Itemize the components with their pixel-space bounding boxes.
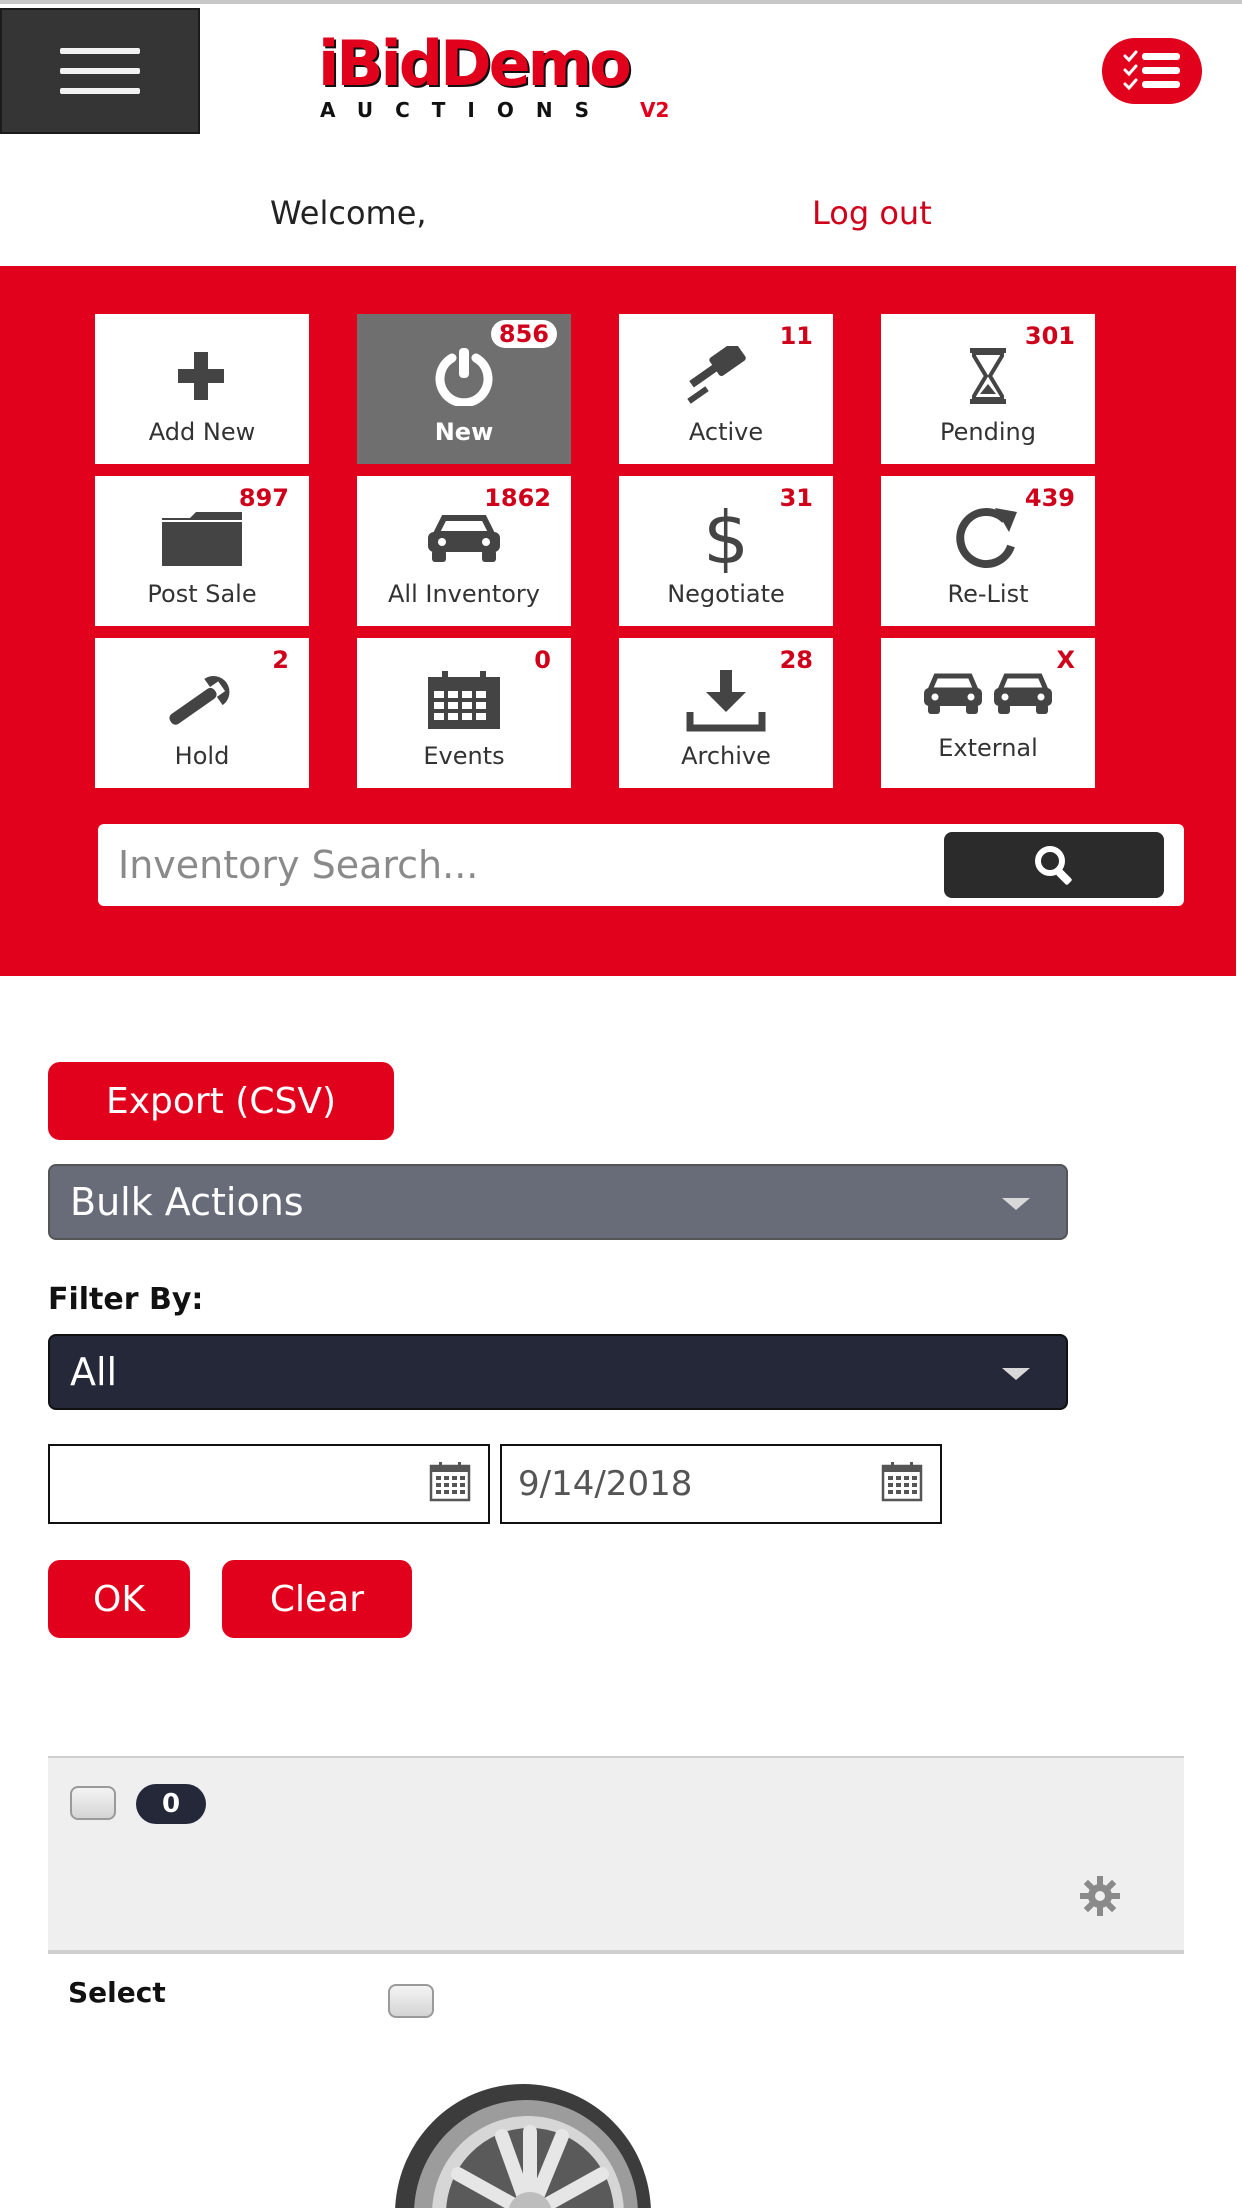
tile-events[interactable]	[357, 638, 571, 788]
wheel-image	[392, 2064, 654, 2208]
tile-archive[interactable]	[619, 638, 833, 788]
power-icon	[357, 344, 571, 408]
checklist-menu-button[interactable]	[1102, 38, 1202, 104]
tile-all-inventory[interactable]	[357, 476, 571, 626]
wrench-icon	[95, 668, 309, 732]
hamburger-icon-bar	[60, 48, 140, 54]
select-label: Select	[68, 1976, 166, 2009]
tile-label: Post Sale	[147, 580, 257, 608]
clear-button[interactable]: Clear	[222, 1560, 412, 1638]
tile-count: 439	[1024, 484, 1075, 512]
inventory-search-bar	[98, 824, 1184, 906]
tile-negotiate[interactable]	[619, 476, 833, 626]
logo-subtitle: AUCTIONS	[320, 98, 612, 122]
tile-label: Events	[423, 742, 505, 770]
tile-re-list[interactable]	[881, 476, 1095, 626]
car-icon	[357, 506, 571, 570]
cars-icon	[881, 662, 1095, 726]
tile-count: 301	[1024, 322, 1075, 350]
tile-label: Archive	[681, 742, 771, 770]
welcome-text: Welcome,	[270, 194, 427, 232]
logo-main-text: iBidDemo	[318, 27, 629, 100]
tile-post-sale[interactable]	[95, 476, 309, 626]
plus-icon	[95, 344, 309, 408]
logout-link[interactable]: Log out	[812, 194, 932, 232]
chevron-down-icon	[1002, 1198, 1030, 1210]
tile-count: 1862	[484, 484, 551, 512]
tile-add-new[interactable]	[95, 314, 309, 464]
tile-new[interactable]	[357, 314, 571, 464]
bulk-actions-select[interactable]	[48, 1164, 1068, 1240]
tile-external[interactable]	[881, 638, 1095, 788]
end-date-field[interactable]	[500, 1444, 942, 1524]
tile-label: Re-List	[947, 580, 1029, 608]
search-icon	[1032, 843, 1076, 887]
refresh-icon	[881, 506, 1095, 570]
calendar-icon	[357, 668, 571, 732]
hourglass-icon	[881, 344, 1095, 408]
results-header	[48, 1756, 1184, 1954]
tile-count: 11	[779, 322, 813, 350]
tile-count: 28	[779, 646, 813, 674]
tile-label: External	[938, 734, 1038, 762]
wheel-thumbnail-image[interactable]	[392, 2064, 654, 2208]
filter-by-select[interactable]	[48, 1334, 1068, 1410]
tile-active[interactable]	[619, 314, 833, 464]
tile-count: 856	[491, 320, 557, 348]
welcome-row	[0, 194, 1236, 244]
tile-count: 31	[779, 484, 813, 512]
bulk-actions-value: Bulk Actions	[70, 1180, 304, 1224]
tile-label: Pending	[940, 418, 1036, 446]
tile-pending[interactable]	[881, 314, 1095, 464]
calendar-icon[interactable]	[880, 1460, 924, 1504]
tile-label: Negotiate	[667, 580, 785, 608]
hamburger-icon-bar	[60, 88, 140, 94]
calendar-icon[interactable]	[428, 1460, 472, 1504]
tile-label: Add New	[148, 418, 256, 446]
logo[interactable]	[318, 27, 688, 128]
end-date-value: 9/14/2018	[518, 1464, 693, 1504]
tile-count: 2	[272, 646, 289, 674]
tile-hold[interactable]	[95, 638, 309, 788]
filter-by-value: All	[70, 1350, 118, 1394]
tile-count: 0	[534, 646, 551, 674]
hamburger-menu-button[interactable]	[0, 8, 200, 134]
dollar-icon	[619, 503, 833, 573]
tile-label: All Inventory	[387, 580, 540, 608]
search-button[interactable]	[944, 832, 1164, 898]
selected-count-badge: 0	[136, 1784, 206, 1824]
logo-version: V2	[640, 98, 670, 122]
inventory-search-input[interactable]	[118, 832, 1018, 898]
svg-text:$: $	[703, 503, 749, 573]
download-icon	[619, 668, 833, 732]
header	[0, 8, 1236, 138]
start-date-field[interactable]	[48, 1444, 490, 1524]
chevron-down-icon	[1002, 1368, 1030, 1380]
gavel-icon	[619, 344, 833, 408]
hamburger-icon-bar	[60, 68, 140, 74]
tile-count: 897	[238, 484, 289, 512]
tile-label: Active	[688, 418, 764, 446]
dashboard-panel	[0, 266, 1236, 976]
checklist-icon	[1122, 50, 1182, 92]
tile-label: Hold	[174, 742, 230, 770]
export-csv-button[interactable]: Export (CSV)	[48, 1062, 394, 1140]
row-select-checkbox[interactable]	[388, 1984, 434, 2018]
select-all-checkbox[interactable]	[70, 1786, 116, 1820]
gear-icon[interactable]	[1078, 1874, 1122, 1918]
tile-label: New	[434, 418, 494, 446]
filter-by-label: Filter By:	[48, 1282, 204, 1317]
ok-button[interactable]: OK	[48, 1560, 190, 1638]
folder-icon	[95, 506, 309, 570]
tile-count: X	[1056, 646, 1075, 674]
